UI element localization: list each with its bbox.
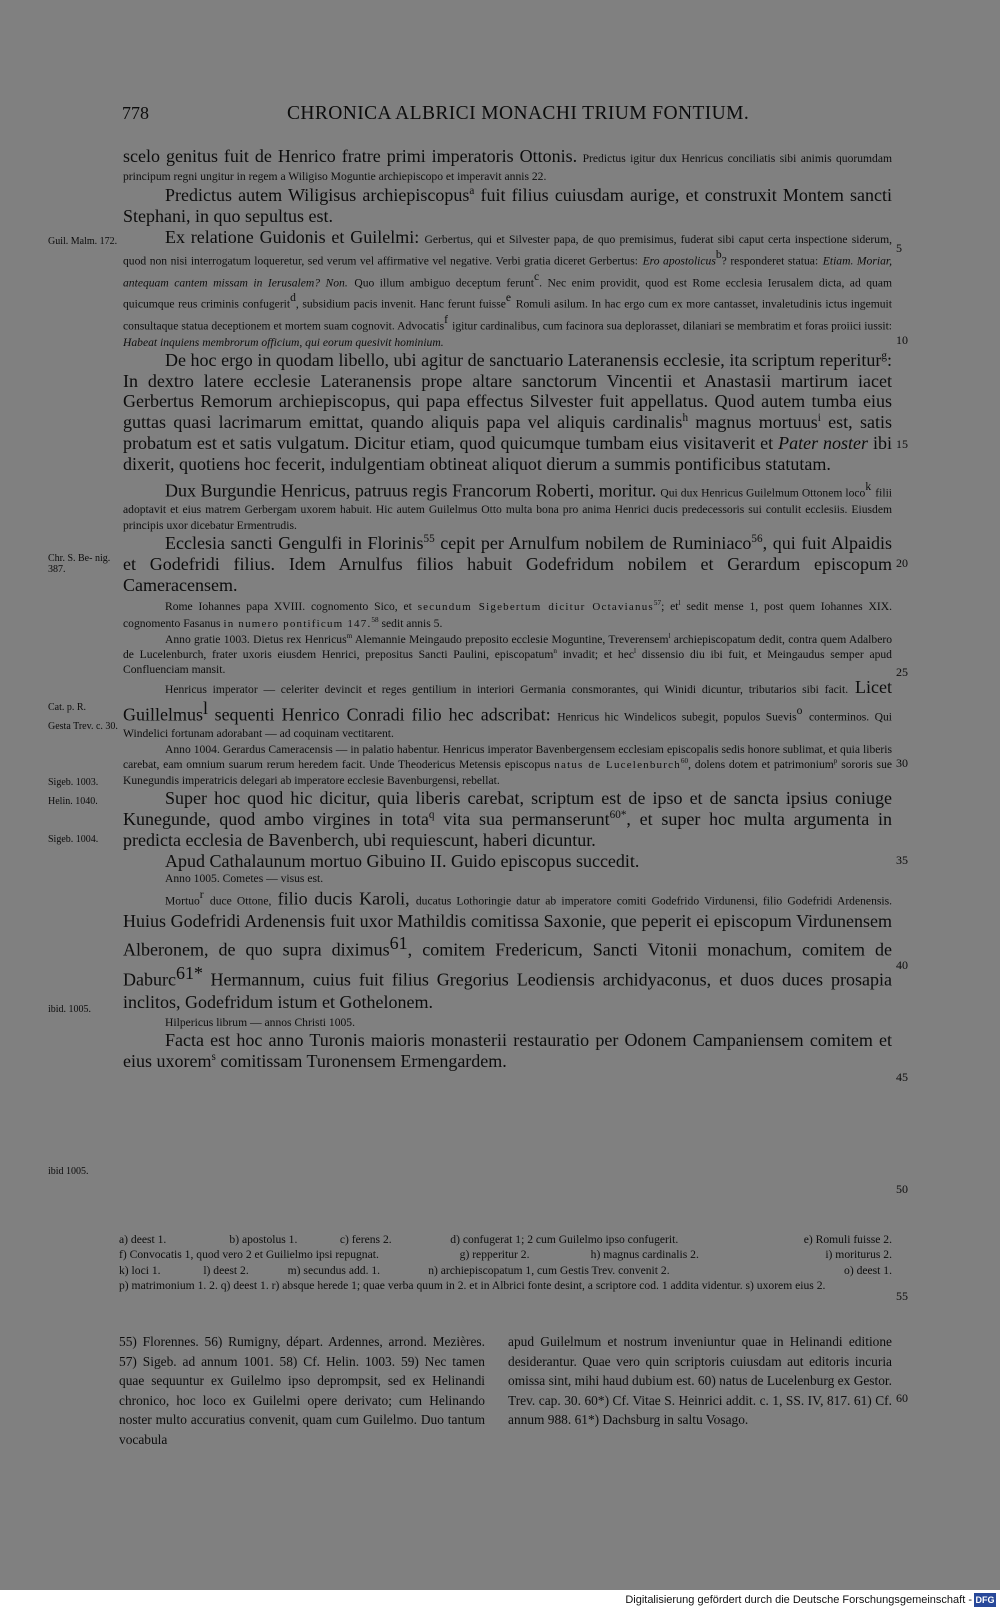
text-small: Rome Iohannes papa XVIII. cognomento Sico, et <box>165 600 412 614</box>
text-small: conterminos. Qui Windelici fortunam adorabant — ad coquinam vectitarent. <box>123 710 893 741</box>
text-large: vita sua permanserunt <box>443 808 610 829</box>
note-mark: 58 <box>371 615 379 624</box>
note-mark: s <box>211 1050 216 1063</box>
footer-bar <box>0 1590 1000 1611</box>
note-mark: g <box>881 349 887 362</box>
margin-note: ibid. 1005. <box>48 1004 92 1015</box>
margin-note: Guil. Malm. 172. <box>48 236 118 247</box>
paragraph <box>123 851 892 872</box>
paragraph <box>123 677 892 741</box>
paragraph <box>123 742 892 789</box>
note-mark: 60* <box>609 808 627 821</box>
text-large: ibi dixerit, quotiens hoc fecerit, indulgentiam obtineat aliquot dierum a summis pontificibus statutam. <box>123 432 893 474</box>
variant-note: k) loci 1. <box>119 1263 161 1277</box>
variant-note: c) ferens 2. <box>339 1233 392 1246</box>
text-small: Romuli asilum. In hac ergo cum ex more cantasset, invaletudinis ictus ingemuit consultaque statua deceptionem et mortem suam cognovit. Advocatis <box>123 297 892 333</box>
paragraph <box>123 599 892 631</box>
paragraph <box>123 146 892 185</box>
note-mark: n <box>553 647 557 656</box>
text-small: Anno gratie 1003. Dietus rex Henricus <box>165 632 347 646</box>
variant-row <box>119 1247 892 1262</box>
note-mark: e <box>505 291 512 305</box>
text-small: Gerbertus, qui et Silvester papa, de quo premisimus, fuderat sibi caput certa inspectione siderum, quod non nisi interrogatum loqueretur, sed verum vel affirmative vel negative. Verbi gratia diceret Gerbertus: <box>123 232 892 268</box>
note-mark: 60 <box>680 756 689 765</box>
text-spaced: natus de Lucelenburch <box>554 758 681 771</box>
page-number: 778 <box>122 103 149 123</box>
note-mark: k <box>865 479 872 493</box>
paragraph <box>123 871 892 886</box>
paragraph <box>123 632 892 678</box>
text-small: Anno 1005. Cometes — visus est. <box>165 872 324 886</box>
note-mark: l <box>678 599 681 608</box>
paragraph <box>123 227 892 350</box>
variant-note: f) Convocatis 1, quod vero 2 et Guilielmo ipsi repugnat. <box>119 1248 379 1262</box>
text-large: est, satis probatum est et satis vulgatum. Dicitur etiam, quod quicumque tumbam eius visitaverit et <box>123 412 893 453</box>
variant-note: p) matrimonium 1. 2. q) deest 1. r) absque herede 1; quae verba quum in 2. et in Albrici fonte desint, a scriptore cod. 1 addita videntur. s) uxorem eius 2. <box>119 1279 826 1293</box>
variant-note: d) confugerat 1; 2 cum Guilelmo ipso confugerit. <box>450 1233 679 1246</box>
text-small: Hilpericus librum — annos Christi 1005. <box>165 1015 355 1029</box>
text-italic: Etiam. Moriar, antequam cantem missam in Ierusalem? Non. <box>123 254 892 290</box>
note-mark: q <box>428 808 435 821</box>
text-large: Ecclesia sancti Gengulfi in Florinis <box>165 533 424 554</box>
text-large: Apud Cathalaunum mortuo Gibuino II. Guido episcopus succedit. <box>165 850 640 871</box>
text-large: comitissam Turonensem Ermengardem. <box>220 1050 507 1071</box>
margin-note: Chr. S. Be- nig. 387. <box>48 553 111 575</box>
variant-notes <box>119 1232 892 1294</box>
note-mark: d <box>290 291 296 305</box>
note-mark: b <box>715 248 722 262</box>
paragraph <box>123 479 892 534</box>
text-italic: Ero apostolicus <box>642 254 716 268</box>
text-large: , et super hoc multa argumenta in predicta ecclesia de Bavenberch, ubi requiescunt, haberi dicuntur. <box>123 808 892 850</box>
note-mark: a <box>469 185 475 197</box>
text-small: Quo illum ambiguo deceptum ferunt <box>354 276 534 290</box>
text-small: duce Ottone, <box>209 893 272 907</box>
text-large: Super hoc quod hic dicitur, quia liberis carebat, scriptum est de ipso et de sancta ipsius coniuge Kunegunde, quod ambo virgines in tota <box>123 788 892 829</box>
note-mark: 56 <box>751 533 763 546</box>
footnotes-left: 55) Florennes. 56) Rumigny, départ. Ardennes, arrond. Mezières. 57) Sigeb. ad annum 1001. 58) Cf. Helin. 1003. 59) Nec tamen quae sequuntur ex Guilelmo ipso deprompsit, sed ex Helinandi chronico, hoc loco ex Guilelmi opere derivato; cum Helinando noster multo accuratius convenit, quam cum Guilelmo. Duo tantum vocabula <box>119 1334 485 1447</box>
text-small: Henricus imperator — celeriter devincit et reges gentilium in interiori Germania consmorantes, qui Winidi dicuntur, tributarios sibi facit. <box>165 683 849 697</box>
text-small: dissensio diu ibi fuit, et Meingaudus semper apud Confluenciam mansit. <box>123 648 892 677</box>
paragraph <box>123 350 892 475</box>
note-mark: r <box>199 887 204 901</box>
text-spaced: secundum Sigebertum dicitur Octavianus <box>417 601 654 614</box>
note-mark: l <box>668 631 671 640</box>
variant-note: a) deest 1. <box>119 1233 167 1246</box>
text-large: : In dextro latere ecclesie Lateranensis prope altare sanctorum Vincentii et Anastasii martirum iacet Gerbertus Remorum archiepiscopus, qui papa effectus Silvester fuit appellatus. Quod autem tumba eius guttas quasi lacrimarum emittat, quando aliquis papa vel aliquis cardinalis <box>123 349 892 433</box>
text-small: sedit mense 1, post quem Iohannes XIX. cognomento Fasanus <box>123 600 892 630</box>
variant-note: n) archiepiscopatum 1, cum Gestis Trev. convenit 2. <box>428 1263 670 1277</box>
note-mark: c <box>534 269 540 283</box>
note-mark: m <box>346 631 353 640</box>
text-large: sequenti Henrico Conradi filio hec adscribat: <box>214 704 551 725</box>
line-number: 25 <box>896 665 908 679</box>
footer-text: Digitalisierung gefördert durch die Deutsche Forschungsgemeinschaft - <box>625 1594 972 1606</box>
margin-note: Cat. p. R. <box>48 702 87 713</box>
note-mark: h <box>682 412 689 425</box>
running-head: CHRONICA ALBRICI MONACHI TRIUM FONTIUM. <box>287 103 750 124</box>
text-large: cepit per Arnulfum nobilem de Ruminiaco <box>440 533 752 554</box>
line-number: 50 <box>896 1182 908 1196</box>
text-small: sedit annis 5. <box>381 616 443 630</box>
paragraph <box>123 1030 892 1072</box>
text-small: Predictus igitur dux Henricus conciliatis sibi animis quorumdam principum regni ungitur in regem a Wiligiso Moguntie archiepiscopo et imperavit annis 22. <box>123 152 893 183</box>
margin-note: Sigeb. 1003. <box>48 777 99 788</box>
text-small: ducatus Lothoringie datur ab imperatore comiti Godefrido Virdunensi, filio Godefridi Ardenensis. <box>415 893 893 907</box>
text-large: filio ducis Karoli, <box>277 887 410 908</box>
text-small: ? responderet statua: <box>721 254 819 268</box>
margin-note: ibid 1005. <box>48 1166 89 1177</box>
note-mark: 61* <box>175 962 203 983</box>
note-mark: p <box>833 756 838 765</box>
line-number: 35 <box>896 853 908 867</box>
text-large: , comitem Fredericum, Sancti Vitonii monachum, comitem de Daburc <box>123 939 892 989</box>
margin-note: Sigeb. 1004. <box>48 834 99 845</box>
note-mark: l <box>634 647 636 656</box>
note-mark: o <box>796 704 803 718</box>
text-large: Dux Burgundie Henricus, patruus regis Francorum Roberti, moritur. <box>165 479 657 500</box>
line-number: 60 <box>896 1391 908 1405</box>
text-large: Licet Guillelmus <box>123 677 892 725</box>
text-small: , subsidium pacis invenit. Hanc ferunt fuisse <box>295 297 506 311</box>
text-small: , dolens dotem et patrimonium <box>688 757 834 771</box>
line-number: 15 <box>896 437 908 451</box>
variant-note: i) moriturus 2. <box>825 1248 892 1262</box>
text-small: Henricus hic Windelicos subegit, populos Suevis <box>557 710 797 724</box>
variant-row <box>119 1232 892 1247</box>
line-number: 30 <box>896 756 908 770</box>
note-mark: f <box>444 312 449 326</box>
dfg-logo-icon: DFG <box>975 1595 995 1605</box>
text-large: Predictus autem Wiligisus archiepiscopus <box>165 185 470 205</box>
margin-note: Gesta Trev. c. 30. <box>48 721 118 732</box>
paragraph <box>123 887 892 1015</box>
variant-note: l) deest 2. <box>203 1263 249 1277</box>
line-number: 45 <box>896 1070 908 1084</box>
note-mark: i <box>817 412 821 425</box>
text-large: , qui fuit Alpaidis et Godefridi filius. Idem Arnulfus filios habuit Godefridum nobilem et Gerardum episcopum Cameracensem. <box>123 533 892 595</box>
text-small: sororis sue Kunegundis imperatricis delegari ab imperatore ecclesie Bavenburgensi, rebellat. <box>123 757 893 787</box>
variant-note: o) deest 1. <box>844 1263 892 1277</box>
text-small: invadit; et hec <box>562 648 634 662</box>
text-small: Mortuo <box>165 893 200 907</box>
text-small: Anno 1004. Gerardus Cameracensis — in palatio habentur. Henricus imperator Bavenbergensem ecclesiam episcopalis sedis honore sublimat, et quia liberis carebat, eam omnium suarum rerum heredem facit. Unde Theodericus Metensis episcopus <box>123 742 892 771</box>
paragraph <box>123 788 892 850</box>
text-large: Huius Godefridi Ardenensis fuit uxor Mathildis comitissa Saxonie, que peperit ei episcopum Virdunensem Alberonem, de quo supra diximus <box>123 910 892 960</box>
paragraph <box>123 185 892 227</box>
text-italic: Pater noster <box>778 432 869 453</box>
line-number: 55 <box>896 1289 908 1303</box>
text-italic: Habeat inquiens membrorum officium, qui eorum quesivit hominium. <box>123 335 444 349</box>
text-large: magnus mortuus <box>695 412 818 433</box>
page-header <box>122 103 912 133</box>
text-large: scelo genitus fuit de Henrico fratre primi imperatoris Ottonis. <box>123 146 578 166</box>
text-small: . Nec enim providit, quod est Rome ecclesia Ierusalem dicta, ad quam quicumque reus criminis confugerit <box>123 276 892 311</box>
text-large: Ex relatione Guidonis et Guilelmi: <box>165 226 420 247</box>
paragraph <box>123 533 892 595</box>
line-number: 10 <box>896 333 908 347</box>
variant-row <box>119 1263 892 1278</box>
text-small: ; et <box>661 600 679 614</box>
text-small: archiepiscopatum dedit, contra quem Adalbero de Lucelenburch, frater uxoris eiusdem Henrici, prepositus Sancti Paulini, episcopatum <box>123 632 892 662</box>
text-large: Hermannum, cuius fuit filius Gregorius Leodiensis archidyaconus, et duos duces prosapia inclitos, Godefridum istum et Gothelonem. <box>123 968 892 1012</box>
variant-note: b) apostolus 1. <box>229 1233 298 1246</box>
text-small: Alemannie Meingaudo preposito ecclesie Moguntine, Treverensem <box>354 632 669 646</box>
main-text <box>123 146 892 1071</box>
line-number: 5 <box>896 241 902 255</box>
line-number: 40 <box>896 958 908 972</box>
note-mark: l <box>203 698 209 719</box>
variant-note: e) Romuli fuisse 2. <box>803 1233 892 1246</box>
text-large: De hoc ergo in quodam libello, ubi agitur de sanctuario Lateranensis ecclesie, ita scriptum reperitur <box>165 349 882 370</box>
text-small: igitur cardinalibus, cum facinora sua deplorasset, dilaniari se membratim et foras proiici iussit: <box>452 319 893 333</box>
text-large: fuit filius cuiusdam aurige, et construxit Montem sancti Stephani, in quo sepultus est. <box>123 185 893 226</box>
variant-note: h) magnus cardinalis 2. <box>590 1248 699 1262</box>
variant-note: m) secundus add. 1. <box>287 1263 381 1277</box>
variant-note: g) repperitur 2. <box>459 1248 530 1262</box>
line-number: 20 <box>896 556 908 570</box>
paragraph <box>123 1015 892 1030</box>
note-mark: 57 <box>653 599 662 608</box>
text-small: Qui dux Henricus Guilelmum Ottonem loco <box>660 485 866 499</box>
margin-note: Helin. 1040. <box>48 796 98 807</box>
text-spaced: in numero pontificum 147. <box>223 617 372 630</box>
footnotes-right: apud Guilelmum et nostrum inveniuntur quae in Helinandi editione desiderantur. Quae vero quin scriptoris cuiusdam aut editoris incuria omissa sint, mihi haud dubium est. 60) natus de Lucelenburg ex Gestor. Trev. cap. 30. 60*) Cf. Vitae S. Heinrici addit. c. 1, SS. IV, 817. 61) Cf. annum 988. 61*) Dachsburg in saltu Vosago. <box>508 1334 892 1428</box>
note-mark: 61 <box>389 933 408 954</box>
text-large: Facta est hoc anno Turonis maioris monasterii restauratio per Odonem Campaniensem comitem et eius uxorem <box>123 1029 892 1071</box>
text-small: filii adoptavit et eius matrem Gerbergam uxorem habuit. Hic autem Guilelmus Otto multa bona pro anima Henrici ducis predecessoris sui contulit ecclesiis. Eiusdem principis uxor dicebatur Ermentrudis. <box>123 485 893 532</box>
note-mark: 55 <box>423 533 435 546</box>
